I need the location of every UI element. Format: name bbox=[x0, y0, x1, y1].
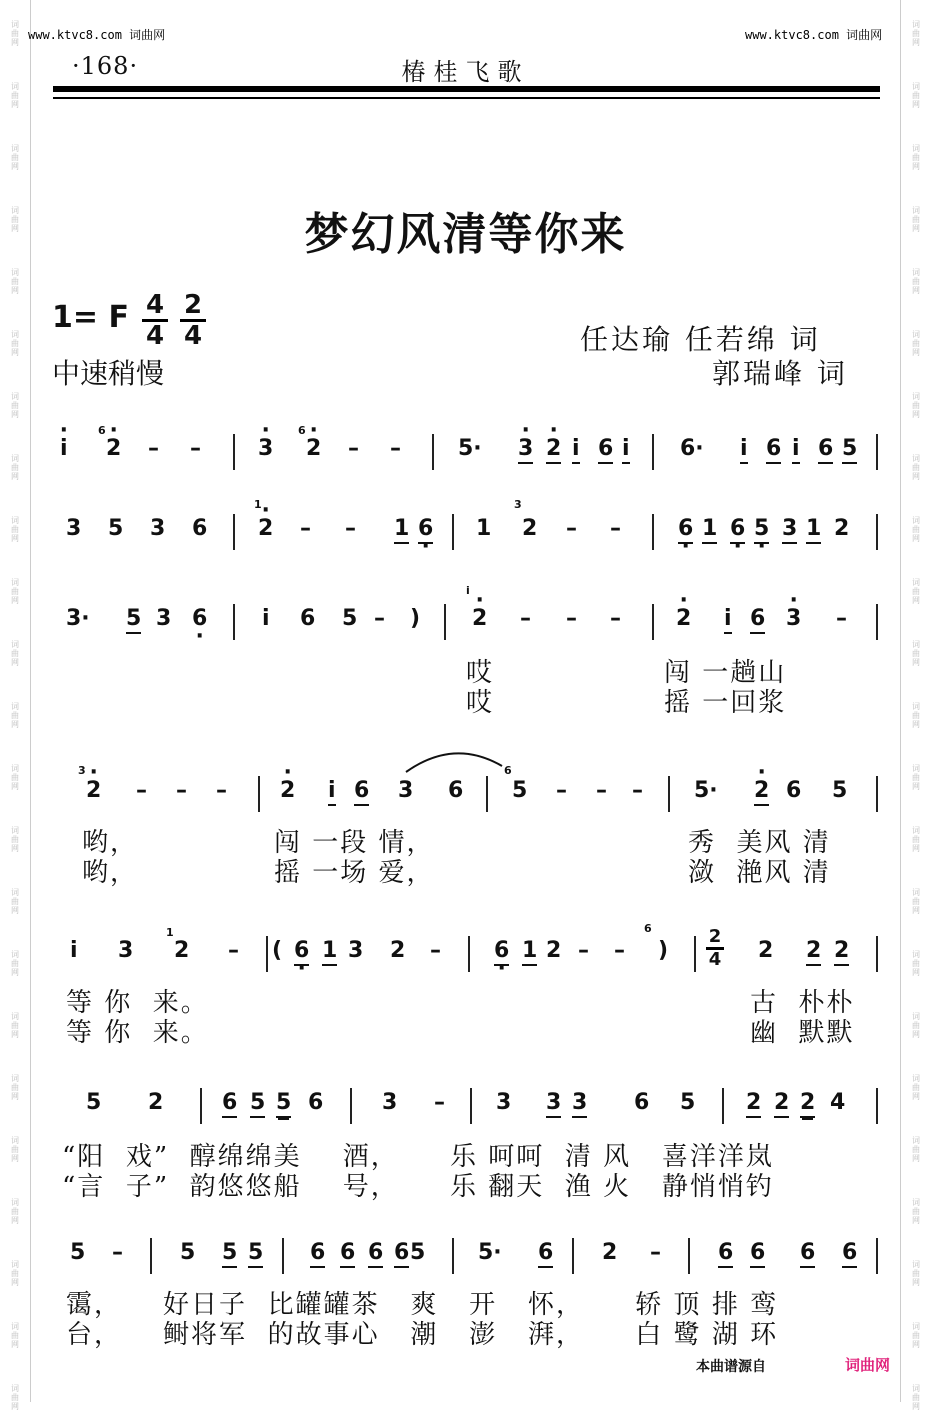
note: – bbox=[596, 778, 607, 803]
note: 5 bbox=[126, 606, 141, 634]
barline bbox=[652, 434, 654, 470]
watermark-mark: 词 曲 网 bbox=[11, 950, 19, 977]
barline bbox=[282, 1238, 284, 1274]
barline bbox=[200, 1088, 202, 1124]
note: 6 · bbox=[192, 606, 207, 631]
watermark-mark: 词 曲 网 bbox=[912, 268, 920, 295]
time-sig-top: 4 bbox=[145, 290, 165, 320]
watermark-mark: 词 曲 网 bbox=[11, 144, 19, 171]
watermark-mark: 词 曲 网 bbox=[11, 1012, 19, 1039]
brand-logo[interactable]: 词曲网 bbox=[845, 1356, 891, 1374]
note: 5· bbox=[694, 778, 718, 803]
note: 6· bbox=[680, 436, 704, 461]
lyric-line: 幽 默默 bbox=[750, 1018, 855, 1048]
note: 2 bbox=[800, 1090, 815, 1118]
note: – bbox=[566, 606, 577, 631]
note: 6 bbox=[310, 1240, 325, 1268]
grace-note: 6 bbox=[298, 424, 306, 437]
note: 5 bbox=[222, 1240, 237, 1268]
watermark-mark: 词 曲 网 bbox=[11, 1074, 19, 1101]
watermark-mark: 词 曲 网 bbox=[912, 1198, 920, 1225]
note: 6 bbox=[340, 1240, 355, 1268]
barline bbox=[652, 604, 654, 640]
lyric-line: 霭， 好日子 比罐罐茶 爽 开 怀， 轿 顶 排 鸾 bbox=[66, 1290, 779, 1320]
note: 6 · bbox=[418, 516, 433, 544]
barline bbox=[572, 1238, 574, 1274]
barline bbox=[258, 776, 260, 812]
time-sig-bottom: 4 bbox=[708, 949, 722, 970]
watermark-mark: 词 曲 网 bbox=[912, 392, 920, 419]
note: – bbox=[610, 516, 621, 541]
note: 6 · bbox=[494, 938, 509, 966]
note: · 2 bbox=[86, 778, 101, 803]
lyric-line: 等 你 来。 bbox=[66, 988, 209, 1018]
note: – bbox=[566, 516, 577, 541]
time-sig-top: 2 bbox=[183, 290, 203, 320]
grace-note: 6 bbox=[644, 922, 652, 935]
note: – bbox=[300, 516, 311, 541]
lyric-line: “言 子” 韵悠悠船 号， 乐 翻天 渔 火 静悄悄钓 bbox=[62, 1172, 774, 1202]
watermark-mark: 词 曲 网 bbox=[11, 888, 19, 915]
note: 5 bbox=[410, 1240, 426, 1265]
watermark-mark: 词 曲 网 bbox=[11, 82, 19, 109]
note: 5 bbox=[70, 1240, 86, 1265]
note: 2 bbox=[174, 938, 190, 963]
watermark-mark: 词 曲 网 bbox=[912, 1136, 920, 1163]
note: 5 bbox=[108, 516, 124, 541]
barline bbox=[432, 434, 434, 470]
note: 5· bbox=[458, 436, 482, 461]
lyric-line: 摇 一场 爱， bbox=[274, 858, 435, 888]
note: 6 bbox=[394, 1240, 409, 1268]
watermark-mark: 词 曲 网 bbox=[912, 20, 920, 47]
note: 6 bbox=[192, 516, 208, 541]
note: – bbox=[650, 1240, 661, 1265]
lyric-line: 哟， bbox=[82, 828, 139, 858]
note: 6 bbox=[786, 778, 802, 803]
barline bbox=[876, 604, 878, 640]
note: 1 bbox=[806, 516, 821, 544]
note: 2 bbox=[546, 938, 562, 963]
barline bbox=[876, 936, 878, 972]
barline bbox=[452, 1238, 454, 1274]
watermark-mark: 词 曲 网 bbox=[912, 826, 920, 853]
barline bbox=[486, 776, 488, 812]
barline bbox=[876, 776, 878, 812]
note: 3 bbox=[348, 938, 364, 963]
note: 6 bbox=[598, 436, 613, 464]
lyric-line: 台， 鲥将军 的故事心 潮 澎 湃， 白 鹭 湖 环 bbox=[66, 1320, 779, 1350]
watermark-mark: 词 曲 网 bbox=[11, 454, 19, 481]
note: 3 bbox=[546, 1090, 561, 1118]
note: 6 bbox=[818, 436, 833, 464]
watermark-mark: 词 曲 网 bbox=[912, 82, 920, 109]
note: 6 bbox=[842, 1240, 857, 1268]
lyric-line: 古 朴朴 bbox=[750, 988, 855, 1018]
source-label: 本曲谱源自 bbox=[696, 1359, 766, 1375]
lyric-line: 秀 美风 清 bbox=[688, 828, 831, 858]
watermark-mark: 词 曲 网 bbox=[912, 330, 920, 357]
note: – bbox=[176, 778, 187, 803]
note: 2 bbox=[148, 1090, 164, 1115]
barline bbox=[233, 514, 235, 550]
note: 3 bbox=[496, 1090, 512, 1115]
time-signature-change bbox=[706, 928, 724, 969]
note: 6 bbox=[538, 1240, 553, 1268]
note: 2 bbox=[746, 1090, 761, 1118]
note: 2 bbox=[834, 938, 849, 966]
barline bbox=[876, 1238, 878, 1274]
lyric-line: 闯 一段 情， bbox=[274, 828, 435, 858]
note: i bbox=[622, 436, 630, 464]
site-url-right[interactable]: www.ktvc8.com 词曲网 bbox=[745, 28, 883, 42]
watermark-mark: 词 曲 网 bbox=[11, 1384, 19, 1411]
watermark-mark: 词 曲 网 bbox=[912, 516, 920, 543]
note: – bbox=[430, 938, 441, 963]
watermark-mark: 词 曲 网 bbox=[912, 888, 920, 915]
time-sig-bottom: 4 bbox=[183, 321, 203, 351]
note: 2 bbox=[602, 1240, 618, 1265]
note: i bbox=[262, 606, 270, 631]
note: – bbox=[434, 1090, 445, 1115]
watermark-mark: 词 曲 网 bbox=[11, 1136, 19, 1163]
barline bbox=[150, 1238, 152, 1274]
grace-note: 1 bbox=[254, 498, 262, 511]
barline bbox=[444, 604, 446, 640]
watermark-mark: 词 曲 网 bbox=[912, 1384, 920, 1411]
composer-credit: 郭瑞峰 词 bbox=[712, 357, 848, 390]
note: – bbox=[632, 778, 643, 803]
lyric-line: 哎 bbox=[466, 688, 495, 718]
note: i bbox=[572, 436, 580, 464]
time-sig-top: 2 bbox=[708, 926, 722, 947]
lyric-line: 摇 一回浆 bbox=[664, 688, 787, 718]
note: – bbox=[228, 938, 239, 963]
watermark-mark: 词 曲 网 bbox=[912, 702, 920, 729]
note: · 2 bbox=[754, 778, 769, 806]
note: 1 bbox=[476, 516, 492, 541]
grace-note: 1 bbox=[166, 926, 174, 939]
note: – bbox=[390, 436, 401, 461]
note: – bbox=[348, 436, 359, 461]
note: 5 bbox=[842, 436, 857, 464]
note: i bbox=[740, 436, 748, 464]
watermark-mark: 词 曲 网 bbox=[912, 950, 920, 977]
grace-note: 6 bbox=[98, 424, 106, 437]
grace-note: 3 bbox=[514, 498, 522, 511]
note: 5 · bbox=[754, 516, 769, 544]
time-sig-bottom: 4 bbox=[145, 321, 165, 351]
note: 5 bbox=[250, 1090, 265, 1118]
note: i bbox=[792, 436, 800, 464]
grace-note: 3 bbox=[78, 764, 86, 777]
note: – bbox=[345, 516, 356, 541]
note: – bbox=[610, 606, 621, 631]
key-signature: 1= F bbox=[52, 300, 129, 335]
note: · i bbox=[60, 436, 68, 461]
watermark-mark: 词 曲 网 bbox=[11, 826, 19, 853]
note: 6 bbox=[766, 436, 781, 464]
note: ) bbox=[658, 938, 669, 963]
note: – bbox=[836, 606, 847, 631]
note: – bbox=[374, 606, 385, 631]
watermark-mark: 词 曲 网 bbox=[11, 764, 19, 791]
note: 6 · bbox=[678, 516, 693, 544]
note: 5 bbox=[86, 1090, 102, 1115]
song-title: 梦幻风清等你来 bbox=[304, 209, 627, 260]
watermark-mark: 词 曲 网 bbox=[11, 268, 19, 295]
watermark-mark: 词 曲 网 bbox=[11, 1322, 19, 1349]
note: · 2 bbox=[106, 436, 121, 461]
tempo-marking: 中速稍慢 bbox=[52, 357, 165, 390]
note: 3 bbox=[66, 516, 82, 541]
lyric-line: 哟， bbox=[82, 858, 139, 888]
note: · 2 bbox=[546, 436, 561, 464]
watermark-mark: 词 曲 网 bbox=[11, 640, 19, 667]
barline bbox=[876, 1088, 878, 1124]
site-url-left[interactable]: www.ktvc8.com 词曲网 bbox=[28, 28, 166, 42]
watermark-mark: 词 曲 网 bbox=[11, 20, 19, 47]
note: 5 bbox=[180, 1240, 196, 1265]
note: 5 bbox=[832, 778, 848, 803]
note: – bbox=[578, 938, 589, 963]
note: 1 bbox=[522, 938, 537, 966]
note: 3 bbox=[150, 516, 166, 541]
note: 3 bbox=[398, 778, 414, 803]
note: i bbox=[70, 938, 78, 963]
note: · 3 bbox=[258, 436, 273, 461]
note: 2 bbox=[834, 516, 850, 541]
note: – bbox=[556, 778, 567, 803]
lyric-line: “阳 戏” 醇绵绵美 酒， 乐 呵呵 清 风 喜洋洋岚 bbox=[62, 1142, 774, 1172]
watermark-mark: 词 曲 网 bbox=[11, 392, 19, 419]
note: – bbox=[190, 436, 201, 461]
note: 6 bbox=[300, 606, 316, 631]
watermark-mark: 词 曲 网 bbox=[11, 206, 19, 233]
note: 2 bbox=[390, 938, 406, 963]
note: 4 bbox=[830, 1090, 846, 1115]
barline bbox=[266, 936, 268, 972]
barline bbox=[876, 434, 878, 470]
barline bbox=[350, 1088, 352, 1124]
note: 5 bbox=[342, 606, 358, 631]
barline bbox=[470, 1088, 472, 1124]
watermark-mark: 词 曲 网 bbox=[912, 206, 920, 233]
note: 5· bbox=[478, 1240, 502, 1265]
note: – bbox=[148, 436, 159, 461]
barline bbox=[876, 514, 878, 550]
note: · 3 bbox=[786, 606, 801, 631]
note: 6 bbox=[750, 1240, 765, 1268]
note: 2 bbox=[774, 1090, 789, 1118]
watermark-mark: 词 曲 网 bbox=[912, 454, 920, 481]
watermark-mark: 词 曲 网 bbox=[912, 144, 920, 171]
note: 3 bbox=[382, 1090, 398, 1115]
note: 5 bbox=[248, 1240, 263, 1268]
lyricist-credit: 任达瑜 任若绵 词 bbox=[580, 323, 821, 356]
note: · 2 bbox=[472, 606, 487, 631]
note: 3 bbox=[118, 938, 134, 963]
note: · 2 bbox=[258, 516, 273, 541]
note: 5 bbox=[680, 1090, 696, 1115]
watermark-mark: 词 曲 网 bbox=[11, 330, 19, 357]
page-number: ·168· bbox=[72, 52, 139, 80]
note: · 3 bbox=[518, 436, 533, 464]
note: 3· bbox=[66, 606, 90, 631]
note: 1 bbox=[394, 516, 409, 544]
note: – bbox=[614, 938, 625, 963]
time-signature-4-4 bbox=[142, 292, 168, 349]
note: 5 bbox=[512, 778, 528, 803]
grace-note: 6 bbox=[504, 764, 512, 777]
watermark-mark: 词 曲 网 bbox=[11, 1198, 19, 1225]
note: 6 bbox=[354, 778, 369, 806]
watermark-mark: 词 曲 网 bbox=[912, 1074, 920, 1101]
note: 2 bbox=[806, 938, 821, 966]
note: 6 · bbox=[730, 516, 745, 544]
barline bbox=[233, 434, 235, 470]
watermark-mark: 词 曲 网 bbox=[11, 516, 19, 543]
watermark-mark: 词 曲 网 bbox=[11, 578, 19, 605]
watermark-mark: 词 曲 网 bbox=[912, 1322, 920, 1349]
note: 6 · bbox=[294, 938, 309, 966]
watermark-mark: 词 曲 网 bbox=[11, 702, 19, 729]
slur bbox=[404, 744, 504, 774]
note: – bbox=[136, 778, 147, 803]
note: 3 bbox=[782, 516, 797, 544]
note: 2 bbox=[758, 938, 774, 963]
note: 3 bbox=[156, 606, 172, 631]
note: · 2 bbox=[280, 778, 295, 803]
lyric-line: 闯 一趟山 bbox=[664, 658, 787, 688]
barline bbox=[694, 936, 696, 972]
barline bbox=[688, 1238, 690, 1274]
watermark-mark: 词 曲 网 bbox=[11, 1260, 19, 1287]
barline bbox=[452, 514, 454, 550]
watermark-mark: 词 曲 网 bbox=[912, 1260, 920, 1287]
watermark-mark: 词 曲 网 bbox=[912, 578, 920, 605]
note: 6 bbox=[800, 1240, 815, 1268]
note: 6 bbox=[222, 1090, 237, 1118]
header-rule-thick bbox=[53, 86, 880, 92]
lyric-line: 潋 滟风 清 bbox=[688, 858, 831, 888]
note: 6 bbox=[634, 1090, 650, 1115]
barline bbox=[233, 604, 235, 640]
note: 6 bbox=[368, 1240, 383, 1268]
note: 6 bbox=[750, 606, 765, 634]
barline bbox=[668, 776, 670, 812]
note: 5 bbox=[276, 1090, 291, 1118]
note: 6 bbox=[308, 1090, 324, 1115]
note: – bbox=[112, 1240, 123, 1265]
note: 6 bbox=[448, 778, 464, 803]
note: i bbox=[328, 778, 336, 806]
grace-note: i bbox=[466, 584, 470, 597]
note: ) bbox=[410, 606, 421, 631]
barline bbox=[722, 1088, 724, 1124]
barline bbox=[468, 936, 470, 972]
note: 1 bbox=[702, 516, 717, 544]
watermark-mark: 词 曲 网 bbox=[912, 1012, 920, 1039]
note: 6 bbox=[718, 1240, 733, 1268]
lyric-line: 哎 bbox=[466, 658, 495, 688]
note: · 2 bbox=[676, 606, 691, 631]
lyric-line: 等 你 来。 bbox=[66, 1018, 209, 1048]
barline bbox=[652, 514, 654, 550]
book-title: 椿桂飞歌 bbox=[401, 58, 530, 86]
note: 1 bbox=[322, 938, 337, 966]
time-signature-2-4 bbox=[180, 292, 206, 349]
note: ( bbox=[272, 938, 283, 963]
header-rule-thin bbox=[53, 97, 880, 99]
watermark-mark: 词 曲 网 bbox=[912, 764, 920, 791]
note: – bbox=[216, 778, 227, 803]
note: – bbox=[520, 606, 531, 631]
note: 3 bbox=[572, 1090, 587, 1118]
note: i bbox=[724, 606, 732, 634]
watermark-mark: 词 曲 网 bbox=[912, 640, 920, 667]
note: · 2 bbox=[306, 436, 321, 461]
note: 2 bbox=[522, 516, 538, 541]
